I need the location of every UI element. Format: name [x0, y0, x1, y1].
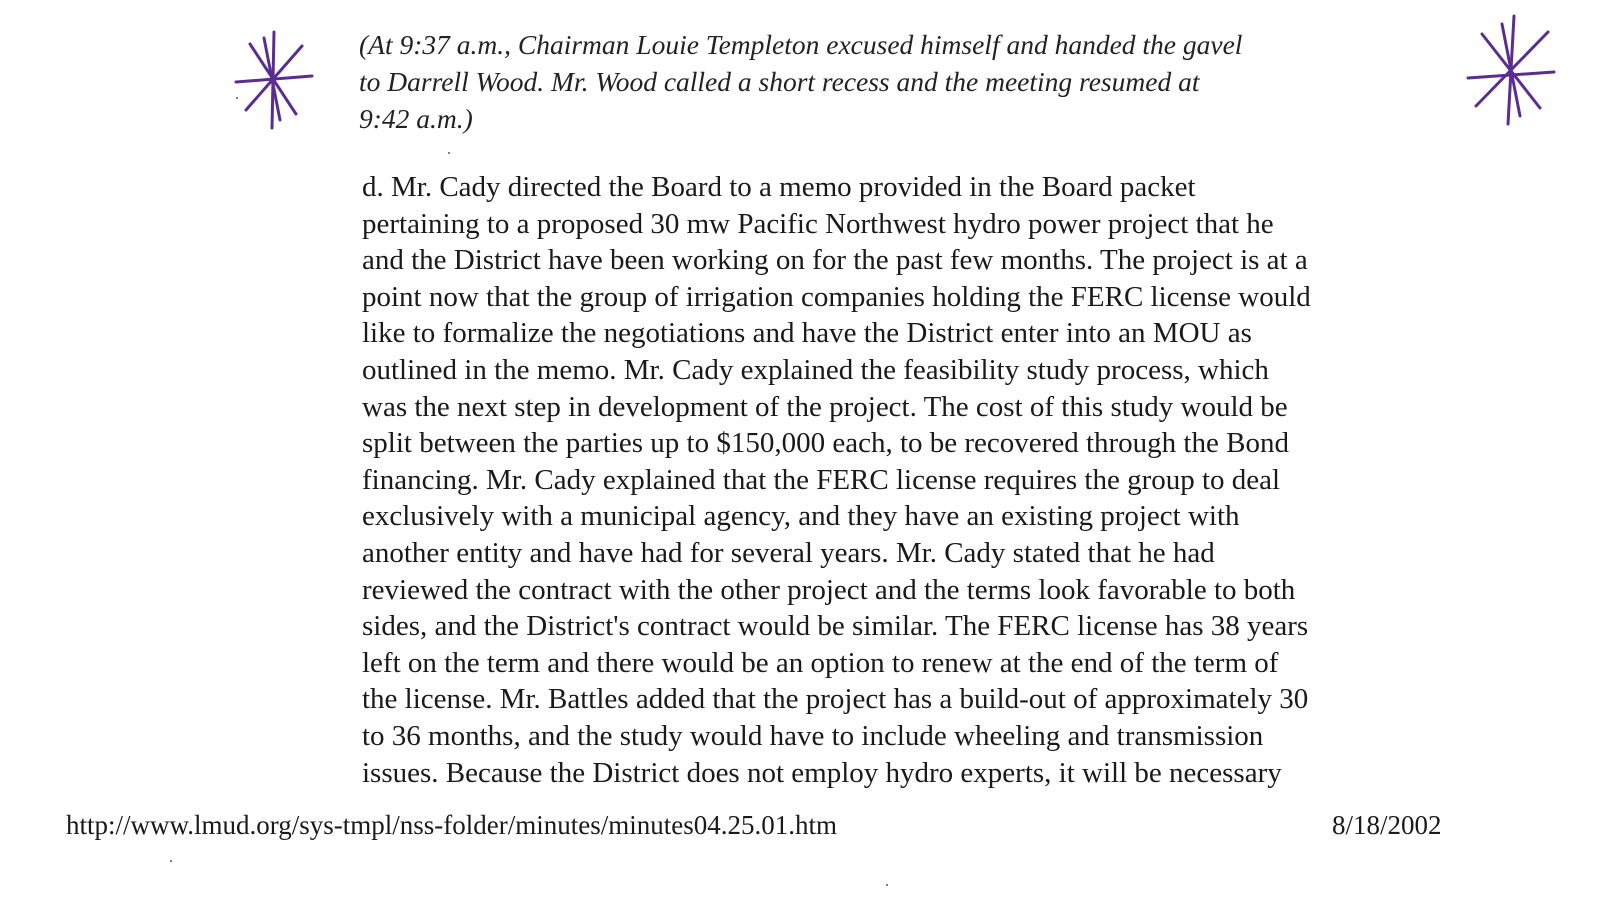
scan-speck — [886, 884, 888, 886]
note-line: (At 9:37 a.m., Chairman Louie Templeton excused himself and handed the gavel — [359, 29, 1243, 60]
paragraph-line: d. Mr. Cady directed the Board to a memo provided in the Board packet — [362, 171, 1196, 203]
paragraph-line: reviewed the contract with the other project and the terms look favorable to both — [362, 573, 1296, 606]
handdrawn-asterisk-icon — [1462, 12, 1558, 128]
paragraph-line: exclusively with a municipal agency, and they have an existing project with — [362, 500, 1240, 533]
paragraph-line: the license. Mr. Battles added that the project has a build-out of approximately 30 — [362, 683, 1309, 716]
footer-date: 8/18/2002 — [1332, 810, 1442, 840]
handdrawn-asterisk-icon — [228, 28, 318, 132]
paragraph-line: point now that the group of irrigation companies holding the FERC license would — [362, 280, 1311, 313]
paragraph-line: left on the term and there would be an option to renew at the end of the term of — [362, 646, 1279, 679]
minutes-paragraph — [362, 169, 1492, 791]
paragraph-line: was the next step in development of the project. The cost of this study would be — [362, 390, 1288, 423]
paragraph-line: issues. Because the District does not employ hydro experts, it will be necessary — [362, 756, 1282, 789]
paragraph-line: and the District have been working on for the past few months. The project is at a — [362, 244, 1308, 277]
paragraph-line: pertaining to a proposed 30 mw Pacific Northwest hydro power project that he — [362, 207, 1274, 240]
paragraph-line: to 36 months, and the study would have to include wheeling and transmission — [362, 719, 1264, 752]
paragraph-line: sides, and the District's contract would be similar. The FERC license has 38 years — [362, 610, 1309, 643]
paragraph-line: outlined in the memo. Mr. Cady explained the feasibility study process, which — [362, 353, 1269, 386]
paragraph-line: financing. Mr. Cady explained that the FERC license requires the group to deal — [362, 463, 1281, 496]
scan-speck — [170, 860, 172, 862]
footer-url: http://www.lmud.org/sys-tmpl/nss-folder/minutes/minutes04.25.01.htm — [66, 810, 837, 840]
paragraph-line: split between the parties up to $150,000 each, to be recovered through the Bond — [362, 427, 1289, 460]
paragraph-line: another entity and have had for several years. Mr. Cady stated that he had — [362, 536, 1215, 569]
paragraph-line: like to formalize the negotiations and have the District enter into an MOU as — [362, 317, 1252, 350]
scan-speck — [236, 97, 238, 99]
recess-note — [359, 26, 1449, 137]
note-line: 9:42 a.m.) — [359, 103, 473, 134]
scan-speck — [448, 152, 450, 154]
note-line: to Darrell Wood. Mr. Wood called a short recess and the meeting resumed at — [359, 66, 1200, 97]
